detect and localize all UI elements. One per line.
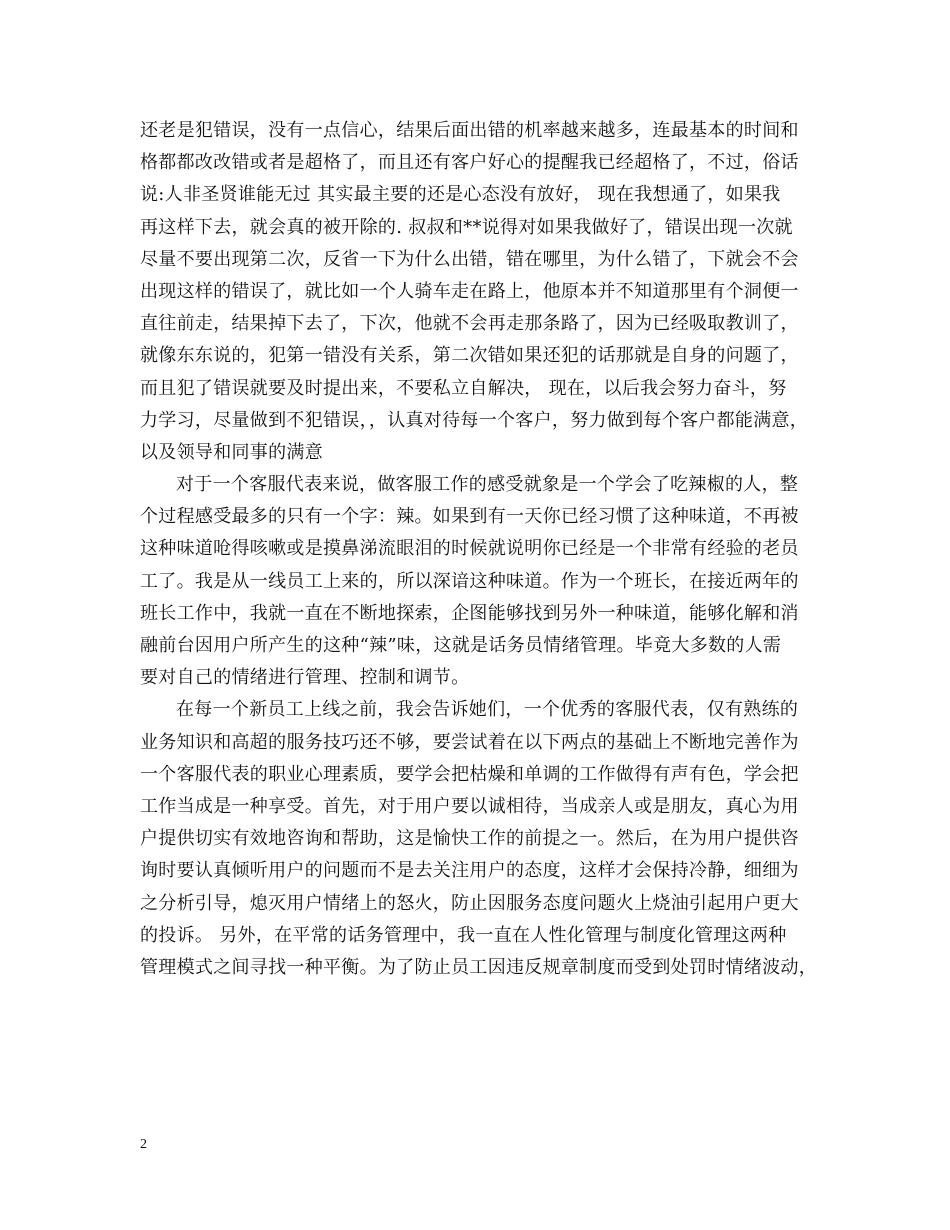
text-line: 尽量不要出现第二次，反省一下为什么出错，错在哪里，为什么错了，下就会不会 [140, 248, 799, 270]
text-line: 融前台因用户所产生的这种“辣”味，这就是话务员情绪管理。毕竟大多数的人需 [140, 635, 782, 656]
text-line: 工了。我是从一线员工上来的，所以深谙这种味道。作为一个班长，在接近两年的 [140, 570, 799, 592]
text-line: 询时要认真倾听用户的问题而不是去关注用户的态度，这样才会保持冷静，细细为 [140, 860, 799, 882]
text-line: 个过程感受最多的只有一个字：辣。如果到有一天你已经习惯了这种味道，不再被 [140, 506, 799, 528]
text-line: 就像东东说的，犯第一错没有关系，第二次错如果还犯的话那就是自身的问题了， [140, 345, 799, 367]
text-line: 直往前走，结果掉下去了，下次，他就不会再走那条路了，因为已经吸取教训了， [140, 313, 799, 335]
text-line: 在每一个新员工上线之前，我会告诉她们，一个优秀的客服代表，仅有熟练的 [176, 699, 799, 721]
text-line: 要对自己的情绪进行管理、控制和调节。 [140, 667, 470, 689]
text-line: 一个客服代表的职业心理素质，要学会把枯燥和单调的工作做得有声有色，学会把 [140, 763, 799, 785]
text-line: 工作当成是一种享受。首先，对于用户要以诚相待，当成亲人或是朋友，真心为用 [140, 795, 799, 817]
text-line: 这种味道呛得咳嗽或是摸鼻涕流眼泪的时候就说明你已经是一个非常有经验的老员 [140, 538, 799, 560]
text-line: 出现这样的错误了，就比如一个人骑车走在路上，他原本并不知道那里有个洞便一 [140, 280, 799, 302]
page-number: 2 [140, 1137, 147, 1152]
text-line: 班长工作中，我就一直在不断地探索，企图能够找到另外一种味道，能够化解和消 [140, 602, 799, 624]
text-line: 力学习，尽量做到不犯错误，，认真对待每一个客户，努力做到每个客户都能满意， [140, 409, 809, 431]
text-line: 而且犯了错误就要及时提出来，不要私立自解决， 现在，以后我会努力奋斗，努 [140, 377, 787, 399]
text-line: 格都都改改错或者是超格了，而且还有客户好心的提醒我已经超格了，不过，俗话 [140, 152, 799, 174]
text-line: 管理模式之间寻找一种平衡。为了防止员工因违反规章制度而受到处罚时情绪波动， [140, 956, 818, 978]
text-line: 还老是犯错误，没有一点信心，结果后面出错的机率越来越多，连最基本的时间和 [140, 120, 799, 141]
text-line: 以及领导和同事的满意 [140, 441, 323, 463]
body-text [140, 115, 830, 984]
text-line: 业务知识和高超的服务技巧还不够，要尝试着在以下两点的基础上不断地完善作为 [140, 731, 799, 753]
text-line: 的投诉。 另外，在平常的话务管理中，我一直在人性化管理与制度化管理这两种 [140, 924, 787, 946]
text-line: 户提供切实有效地咨询和帮助，这是愉快工作的前提之一。然后，在为用户提供咨 [140, 828, 799, 850]
text-line: 对于一个客服代表来说，做客服工作的感受就象是一个学会了吃辣椒的人，整 [176, 474, 799, 496]
text-line: 再这样下去，就会真的被开除的. 叔叔和**说得对如果我做好了，错误出现一次就 [140, 216, 793, 238]
text-line: 之分析引导，熄灭用户情绪上的怒火，防止因服务态度问题火上烧油引起用户更大 [140, 892, 799, 914]
text-line: 说:人非圣贤谁能无过 其实最主要的还是心态没有放好， 现在我想通了，如果我 [140, 184, 781, 206]
